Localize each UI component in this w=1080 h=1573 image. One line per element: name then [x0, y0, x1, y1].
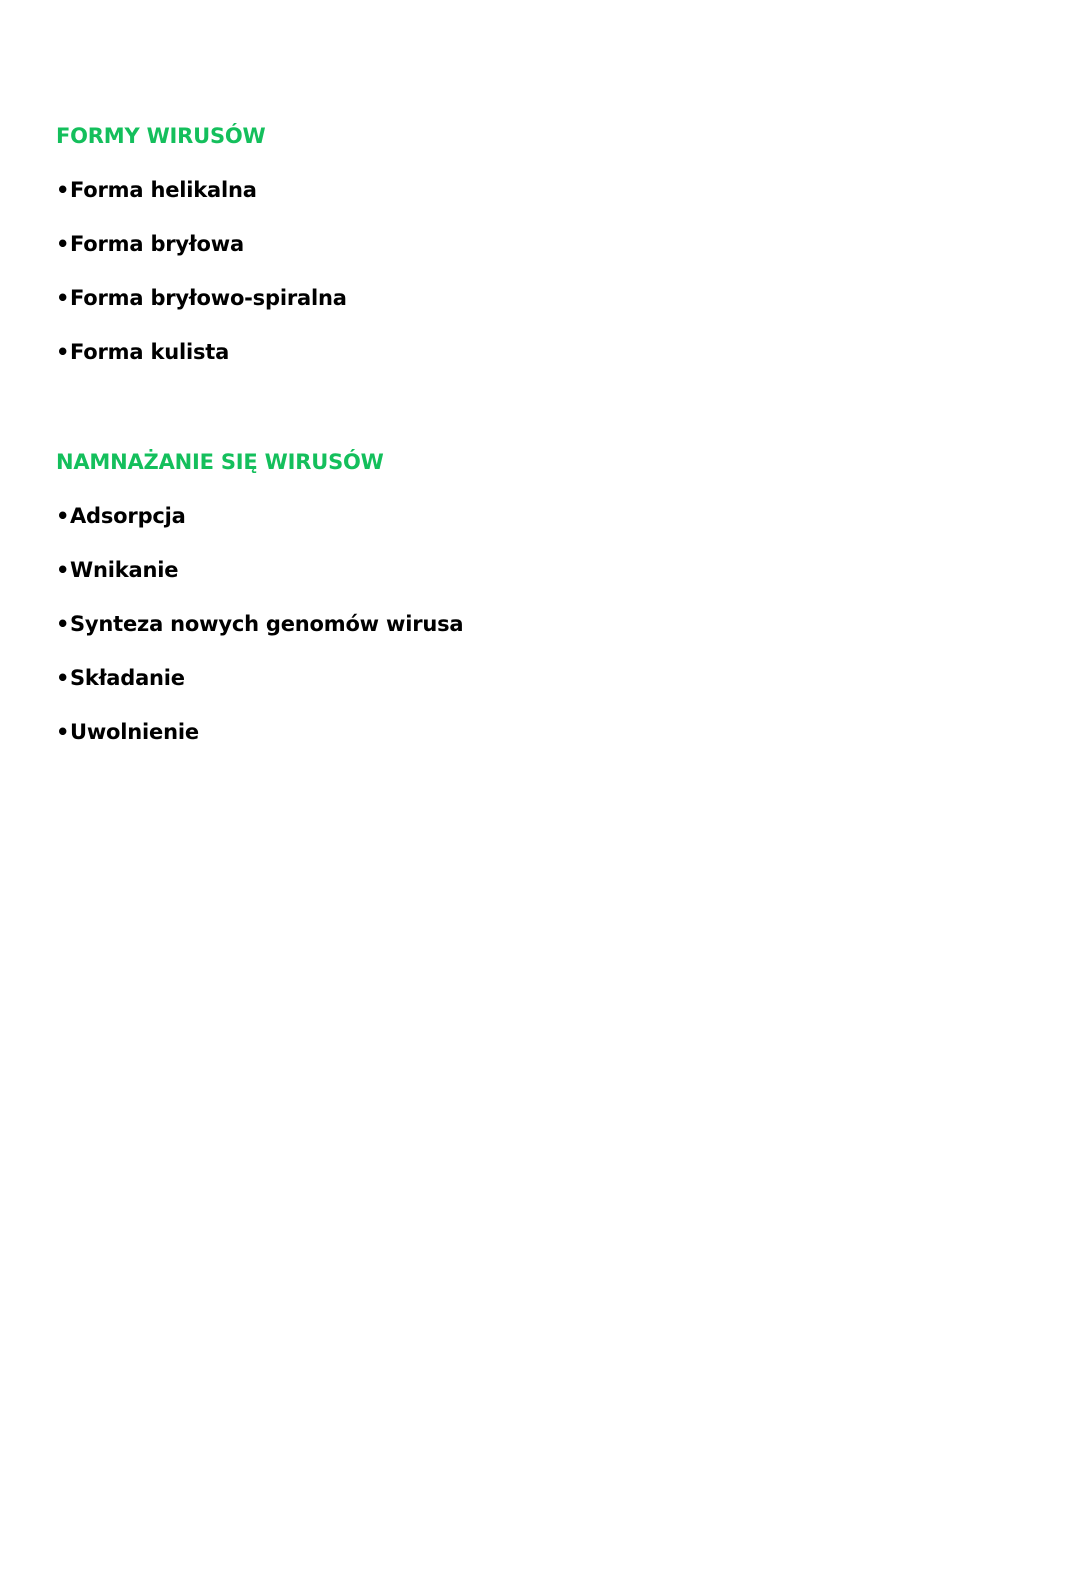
- bullet-list: [56, 175, 347, 367]
- list-item-text: Forma helikalna: [70, 178, 257, 202]
- section-virus-replication: [56, 447, 463, 771]
- list-item-text: Uwolnienie: [70, 720, 199, 744]
- section-heading: NAMNAŻANIE SIĘ WIRUSÓW: [56, 450, 384, 474]
- bullet-icon: •: [56, 504, 70, 528]
- list-item: [56, 609, 463, 639]
- bullet-icon: •: [56, 558, 70, 582]
- section-virus-forms: [56, 121, 347, 391]
- list-item-text: Synteza nowych genomów wirusa: [70, 612, 464, 636]
- bullet-list: [56, 501, 463, 747]
- list-item: [56, 717, 463, 747]
- bullet-icon: •: [56, 720, 70, 744]
- list-item: [56, 555, 463, 585]
- bullet-icon: •: [56, 178, 70, 202]
- bullet-icon: •: [56, 340, 70, 364]
- bullet-icon: •: [56, 612, 70, 636]
- list-item: [56, 175, 347, 205]
- list-item: [56, 229, 347, 259]
- section-heading: FORMY WIRUSÓW: [56, 124, 266, 148]
- list-item-text: Forma kulista: [70, 340, 230, 364]
- list-item-text: Adsorpcja: [70, 504, 186, 528]
- list-item-text: Składanie: [70, 666, 185, 690]
- bullet-icon: •: [56, 286, 70, 310]
- list-item: [56, 337, 347, 367]
- bullet-icon: •: [56, 232, 70, 256]
- list-item: [56, 501, 463, 531]
- list-item-text: Wnikanie: [70, 558, 179, 582]
- list-item: [56, 283, 347, 313]
- list-item-text: Forma bryłowo-spiralna: [70, 286, 347, 310]
- bullet-icon: •: [56, 666, 70, 690]
- list-item-text: Forma bryłowa: [70, 232, 244, 256]
- list-item: [56, 663, 463, 693]
